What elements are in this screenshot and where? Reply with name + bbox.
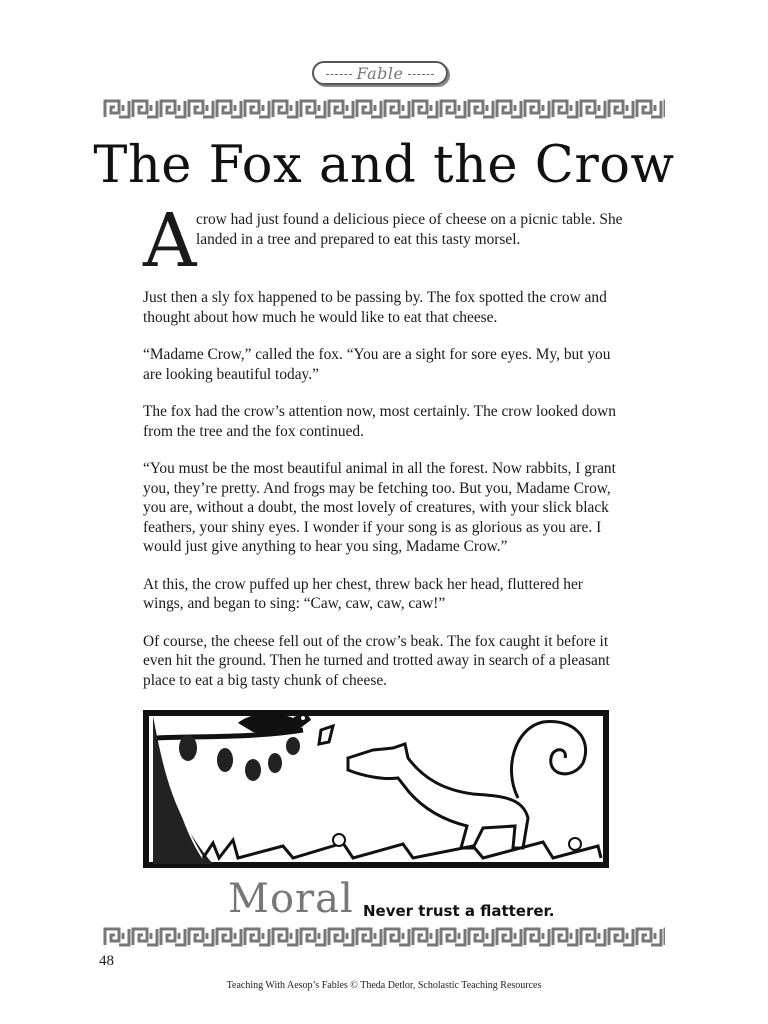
paragraph: Just then a sly fox happened to be passing by. The fox spotted the crow and thought about how much he would like to eat that cheese. [143,289,607,326]
footer-credit: Teaching With Aesop’s Fables © Theda Detlor, Scholastic Teaching Resources [226,980,542,991]
fable-tag-label: Fable [356,63,404,83]
fable-tag [312,61,448,85]
greek-key-border-top [103,99,665,119]
first-paragraph-text: crow had just found a delicious piece of cheese on a picnic table. She landed in a tree and prepared to eat this tasty morsel. [196,211,623,248]
paragraph: “You must be the most beautiful animal in all the forest. Now rabbits, I grant you, they’re pretty. And frogs may be fetching too. But you, Madame Crow, you are, without a doubt, the most lovely of creatures, with your slick black feathers, your shiny eyes. I wonder if your song is as glorious as you are. I would just give anything to hear you sing, Madame Crow.” [143,460,616,555]
greek-key-border-bottom [103,927,665,947]
story-text [143,198,623,708]
moral-label: Moral [228,876,354,922]
paragraph: At this, the crow puffed up her chest, threw back her head, fluttered her wings, and began to sing: “Caw, caw, caw, caw!” [143,575,583,612]
page-number: 48 [99,953,114,969]
moral-text: Never trust a flatterer. [363,902,555,920]
first-paragraph [143,198,623,284]
paragraph: The fox had the crow’s attention now, most certainly. The crow looked down from the tree and the fox continued. [143,403,616,440]
page-title: The Fox and the Crow [93,136,675,195]
paragraph: “Madame Crow,” called the fox. “You are a sight for sore eyes. My, but you are looking beautiful today.” [143,346,611,383]
fox-and-crow-illustration [143,708,610,870]
drop-cap: A [143,198,197,284]
paragraph: Of course, the cheese fell out of the crow’s beak. The fox caught it before it even hit the ground. Then he turned and trotted away in search of a pleasant place to eat a big tasty chunk of cheese. [143,632,610,689]
